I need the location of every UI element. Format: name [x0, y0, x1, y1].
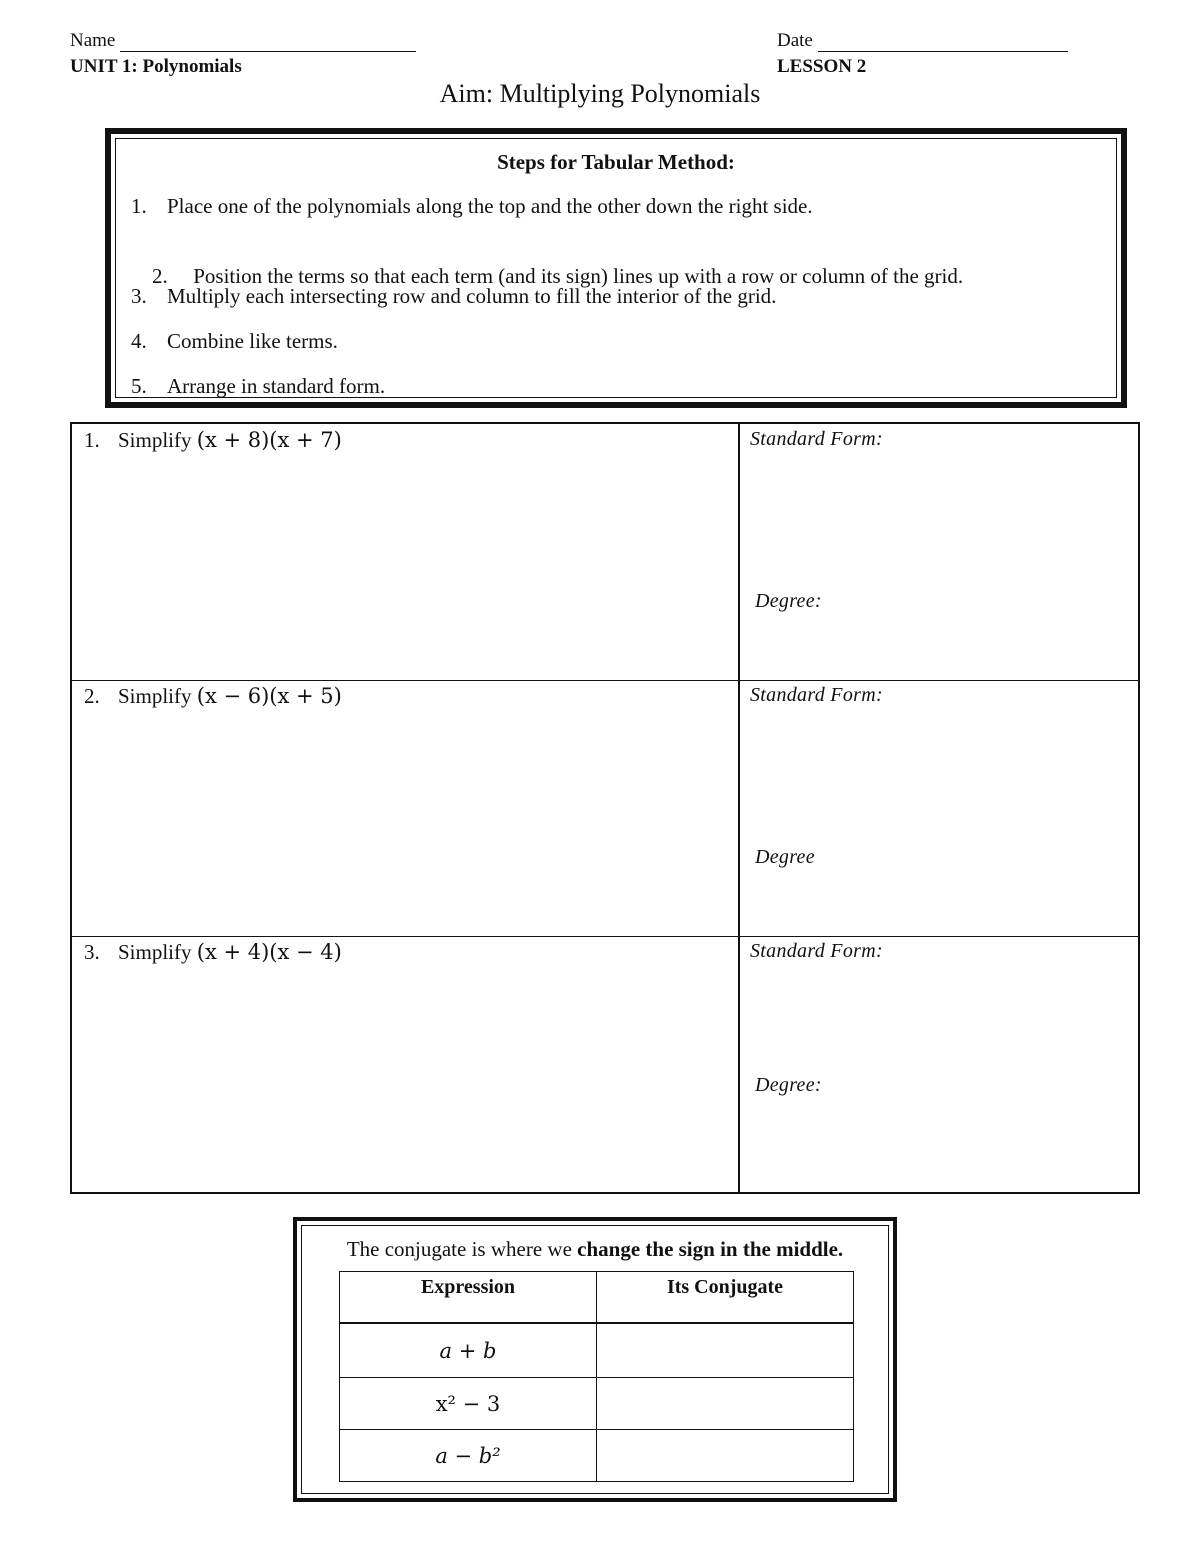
expression-cell: a − b² — [340, 1430, 597, 1482]
steps-box — [105, 128, 1127, 408]
conjugate-table — [339, 1271, 854, 1482]
standard-form-label: Standard Form: — [750, 940, 883, 962]
standard-form-label: Standard Form: — [750, 428, 883, 450]
degree-label: Degree: — [755, 590, 822, 612]
table-row — [340, 1430, 854, 1482]
page-title: Aim: Multiplying Polynomials — [439, 79, 761, 108]
unit-label: UNIT 1: Polynomials — [70, 56, 242, 77]
problem-label: Simplify — [118, 684, 192, 708]
problem-number: 1. — [84, 428, 100, 452]
problem-number: 3. — [84, 940, 100, 964]
problem-row-3 — [72, 936, 1138, 1192]
lesson-label: LESSON 2 — [777, 56, 867, 77]
date-blank-line[interactable] — [818, 35, 1068, 52]
problem-label: Simplify — [118, 940, 192, 964]
conjugate-box — [293, 1217, 897, 1502]
step-item — [131, 194, 813, 219]
step-number: 1. — [131, 194, 147, 218]
step-number: 5. — [131, 374, 147, 398]
problem-row-1 — [72, 424, 1138, 680]
expression-cell: x² − 3 — [340, 1378, 597, 1430]
standard-form-label: Standard Form: — [750, 684, 883, 706]
problem-expression: (x + 8)(x + 7) — [196, 428, 342, 452]
problems-grid — [70, 422, 1140, 1194]
degree-label: Degree: — [755, 1074, 822, 1096]
problem-expression: (x + 4)(x − 4) — [196, 940, 342, 964]
problem-label: Simplify — [118, 428, 192, 452]
column-header-expression: Expression — [340, 1272, 597, 1324]
table-header-row — [340, 1272, 854, 1324]
conjugate-answer-cell[interactable] — [597, 1430, 854, 1482]
name-blank-line[interactable] — [120, 35, 416, 52]
table-row — [340, 1378, 854, 1430]
conjugate-answer-cell[interactable] — [597, 1378, 854, 1430]
problem-row-2 — [72, 680, 1138, 936]
name-field[interactable] — [70, 30, 416, 52]
steps-title: Steps for Tabular Method: — [497, 150, 735, 174]
date-label: Date — [777, 30, 813, 51]
degree-label: Degree — [755, 846, 815, 868]
problem-prompt — [84, 428, 342, 453]
problem-prompt — [84, 684, 342, 709]
step-item — [131, 374, 385, 399]
step-number: 3. — [131, 284, 147, 308]
table-row — [340, 1323, 854, 1378]
step-number: 4. — [131, 329, 147, 353]
name-label: Name — [70, 30, 116, 51]
step-item — [131, 329, 338, 354]
conjugate-intro-text: The conjugate is where we — [346, 1237, 578, 1261]
date-field[interactable] — [777, 30, 1068, 52]
conjugate-intro-emphasis: change the sign in the middle. — [577, 1237, 844, 1261]
step-text: Position the terms so that each term (and its sign) lines up with a row or column of the grid. — [188, 264, 964, 288]
problem-expression: (x − 6)(x + 5) — [196, 684, 342, 708]
conjugate-intro — [297, 1237, 893, 1262]
step-text: Multiply each intersecting row and column to fill the interior of the grid. — [167, 284, 777, 308]
conjugate-answer-cell[interactable] — [597, 1323, 854, 1378]
problem-prompt — [84, 940, 342, 965]
step-item — [131, 284, 776, 309]
step-text: Arrange in standard form. — [167, 374, 386, 398]
step-text: Place one of the polynomials along the top and the other down the right side. — [167, 194, 813, 218]
column-header-conjugate: Its Conjugate — [597, 1272, 854, 1324]
expression-cell: a + b — [340, 1323, 597, 1378]
step-text: Combine like terms. — [167, 329, 338, 353]
problem-number: 2. — [84, 684, 100, 708]
step-number: 2. — [152, 264, 168, 288]
